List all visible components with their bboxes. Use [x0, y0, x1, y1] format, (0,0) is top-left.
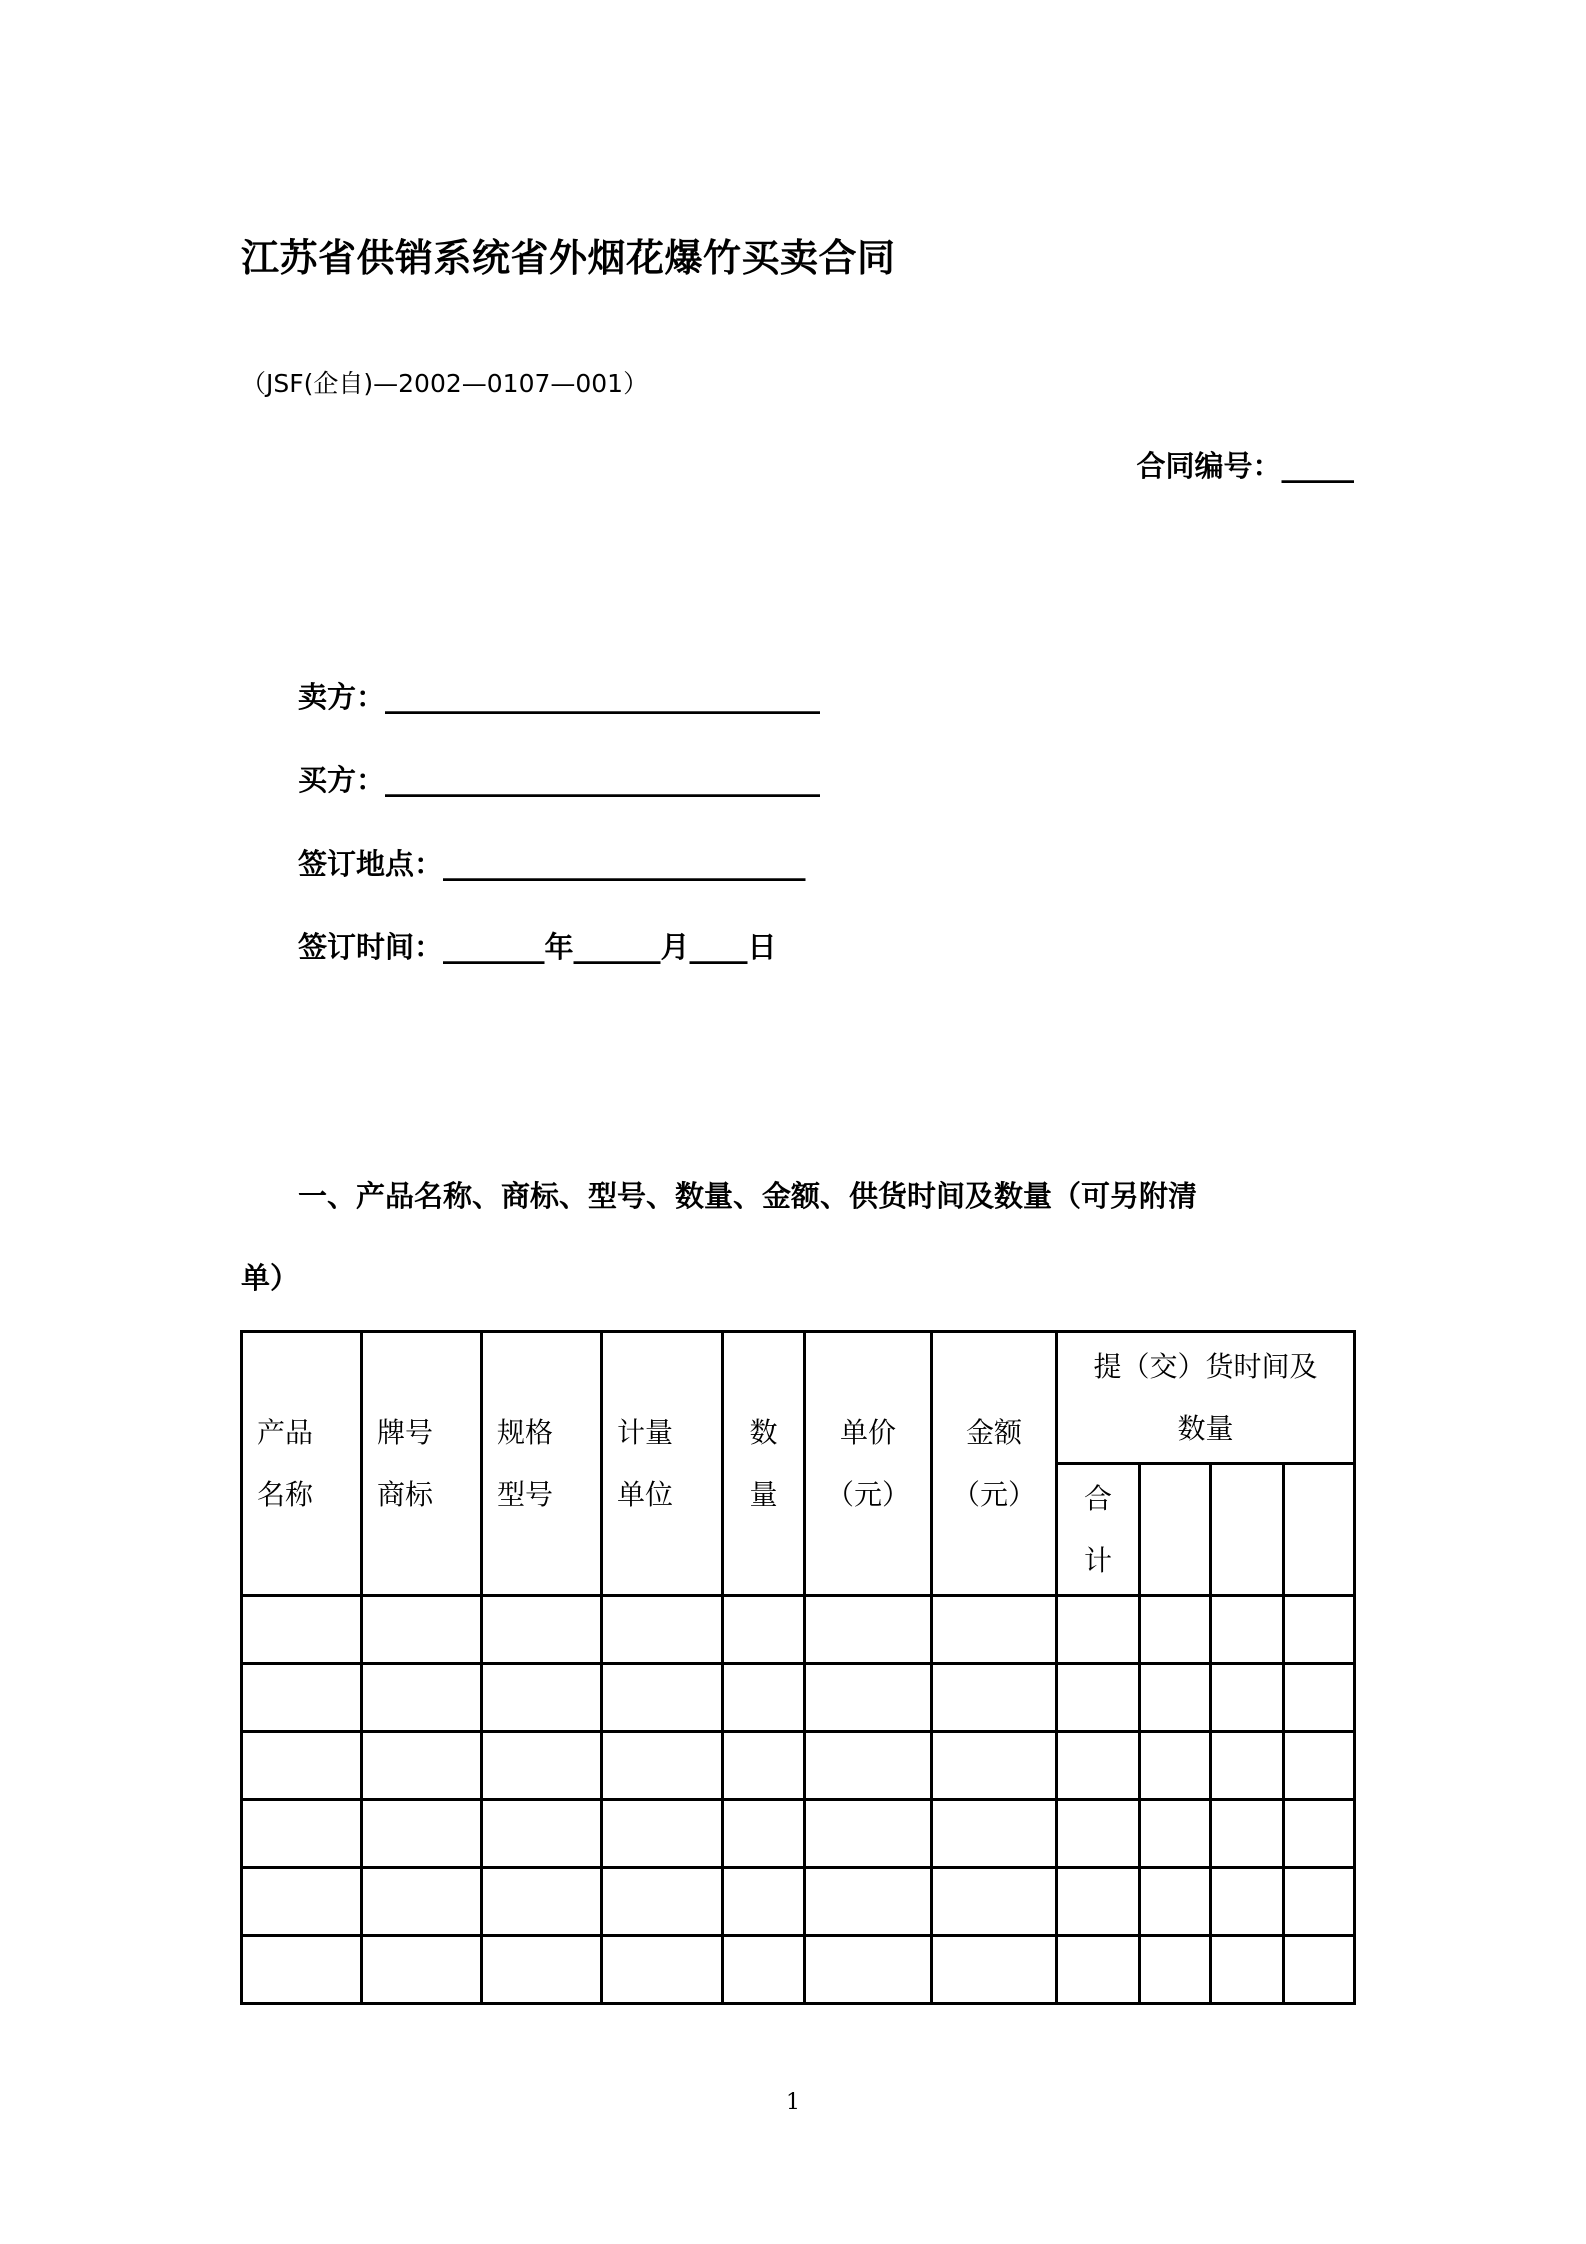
table-cell[interactable] [932, 1732, 1057, 1800]
table-cell[interactable] [805, 1868, 932, 1936]
table-cell[interactable] [1284, 1800, 1355, 1868]
table-cell[interactable] [932, 1800, 1057, 1868]
table-cell[interactable] [1211, 1596, 1284, 1664]
goods-table [240, 1330, 1356, 2005]
table-cell[interactable] [242, 1936, 362, 2004]
header-unit: 计量 单位 [602, 1332, 723, 1596]
table-cell[interactable] [242, 1868, 362, 1936]
table-cell[interactable] [1140, 1596, 1211, 1664]
table-cell[interactable] [362, 1800, 482, 1868]
table-cell[interactable] [362, 1868, 482, 1936]
table-cell[interactable] [602, 1800, 723, 1868]
table-row [242, 1664, 1355, 1732]
header-delivery: 提（交）货时间及 数量 [1057, 1332, 1355, 1464]
table-cell[interactable] [1211, 1936, 1284, 2004]
table-cell[interactable] [723, 1732, 805, 1800]
signing-place-field: 签订地点：_________________________ [298, 847, 806, 881]
table-cell[interactable] [1211, 1732, 1284, 1800]
table-cell[interactable] [242, 1664, 362, 1732]
table-cell[interactable] [242, 1596, 362, 1664]
table-row [242, 1732, 1355, 1800]
table-cell[interactable] [1057, 1664, 1140, 1732]
table-cell[interactable] [805, 1800, 932, 1868]
table-cell[interactable] [723, 1936, 805, 2004]
table-cell[interactable] [805, 1596, 932, 1664]
section-1-heading: 一、产品名称、商标、型号、数量、金额、供货时间及数量（可另附清 [298, 1179, 1198, 1213]
table-cell[interactable] [602, 1664, 723, 1732]
table-cell[interactable] [1140, 1936, 1211, 2004]
table-cell[interactable] [362, 1596, 482, 1664]
buyer-field: 买方：______________________________ [298, 763, 821, 797]
table-cell[interactable] [242, 1800, 362, 1868]
table-cell[interactable] [932, 1936, 1057, 2004]
table-cell[interactable] [602, 1868, 723, 1936]
table-cell[interactable] [1284, 1664, 1355, 1732]
table-cell[interactable] [1140, 1732, 1211, 1800]
table-cell[interactable] [362, 1664, 482, 1732]
table-row [242, 1596, 1355, 1664]
header-brand: 牌号 商标 [362, 1332, 482, 1596]
header-amount: 金额 （元） [932, 1332, 1057, 1596]
table-row [242, 1936, 1355, 2004]
document-title: 江苏省供销系统省外烟花爆竹买卖合同 [241, 236, 896, 280]
table-cell[interactable] [362, 1732, 482, 1800]
header-delivery-slot [1284, 1464, 1355, 1596]
table-row [242, 1868, 1355, 1936]
table-cell[interactable] [1057, 1732, 1140, 1800]
table-cell[interactable] [1057, 1868, 1140, 1936]
table-cell[interactable] [362, 1936, 482, 2004]
table-cell[interactable] [805, 1664, 932, 1732]
table-cell[interactable] [932, 1868, 1057, 1936]
table-cell[interactable] [805, 1732, 932, 1800]
contract-number: 合同编号：_____ [1136, 449, 1354, 483]
page-number: 1 [786, 2090, 800, 2115]
table-cell[interactable] [482, 1868, 602, 1936]
table-cell[interactable] [602, 1732, 723, 1800]
table-cell[interactable] [1140, 1868, 1211, 1936]
table-cell[interactable] [1284, 1596, 1355, 1664]
header-delivery-slot [1140, 1464, 1211, 1596]
table-cell[interactable] [242, 1732, 362, 1800]
table-cell[interactable] [723, 1664, 805, 1732]
header-unit-price: 单价 （元） [805, 1332, 932, 1596]
header-product-name: 产品 名称 [242, 1332, 362, 1596]
table-cell[interactable] [1284, 1868, 1355, 1936]
table-cell[interactable] [1284, 1936, 1355, 2004]
header-delivery-slot [1211, 1464, 1284, 1596]
table-cell[interactable] [1057, 1936, 1140, 2004]
table-cell[interactable] [1284, 1732, 1355, 1800]
table-cell[interactable] [1140, 1664, 1211, 1732]
table-cell[interactable] [602, 1596, 723, 1664]
table-cell[interactable] [482, 1596, 602, 1664]
table-cell[interactable] [482, 1800, 602, 1868]
table-cell[interactable] [1211, 1800, 1284, 1868]
table-cell[interactable] [482, 1732, 602, 1800]
table-cell[interactable] [602, 1936, 723, 2004]
table-cell[interactable] [723, 1800, 805, 1868]
header-quantity: 数 量 [723, 1332, 805, 1596]
document-code: （JSF(企自)—2002—0107—001） [241, 369, 649, 398]
table-cell[interactable] [805, 1936, 932, 2004]
table-cell[interactable] [723, 1868, 805, 1936]
header-row [242, 1332, 1355, 1464]
seller-field: 卖方：______________________________ [298, 680, 821, 714]
table-cell[interactable] [932, 1664, 1057, 1732]
table-cell[interactable] [482, 1936, 602, 2004]
table-cell[interactable] [932, 1596, 1057, 1664]
header-model: 规格 型号 [482, 1332, 602, 1596]
table-cell[interactable] [1057, 1596, 1140, 1664]
table-cell[interactable] [1140, 1800, 1211, 1868]
table-cell[interactable] [1211, 1868, 1284, 1936]
header-total: 合 计 [1057, 1464, 1140, 1596]
table-cell[interactable] [1211, 1664, 1284, 1732]
section-1-heading-cont: 单） [241, 1261, 300, 1295]
table-cell[interactable] [482, 1664, 602, 1732]
table-cell[interactable] [723, 1596, 805, 1664]
table-row [242, 1800, 1355, 1868]
signing-time-field: 签订时间：_______年______月____日 [298, 930, 777, 964]
table-cell[interactable] [1057, 1800, 1140, 1868]
